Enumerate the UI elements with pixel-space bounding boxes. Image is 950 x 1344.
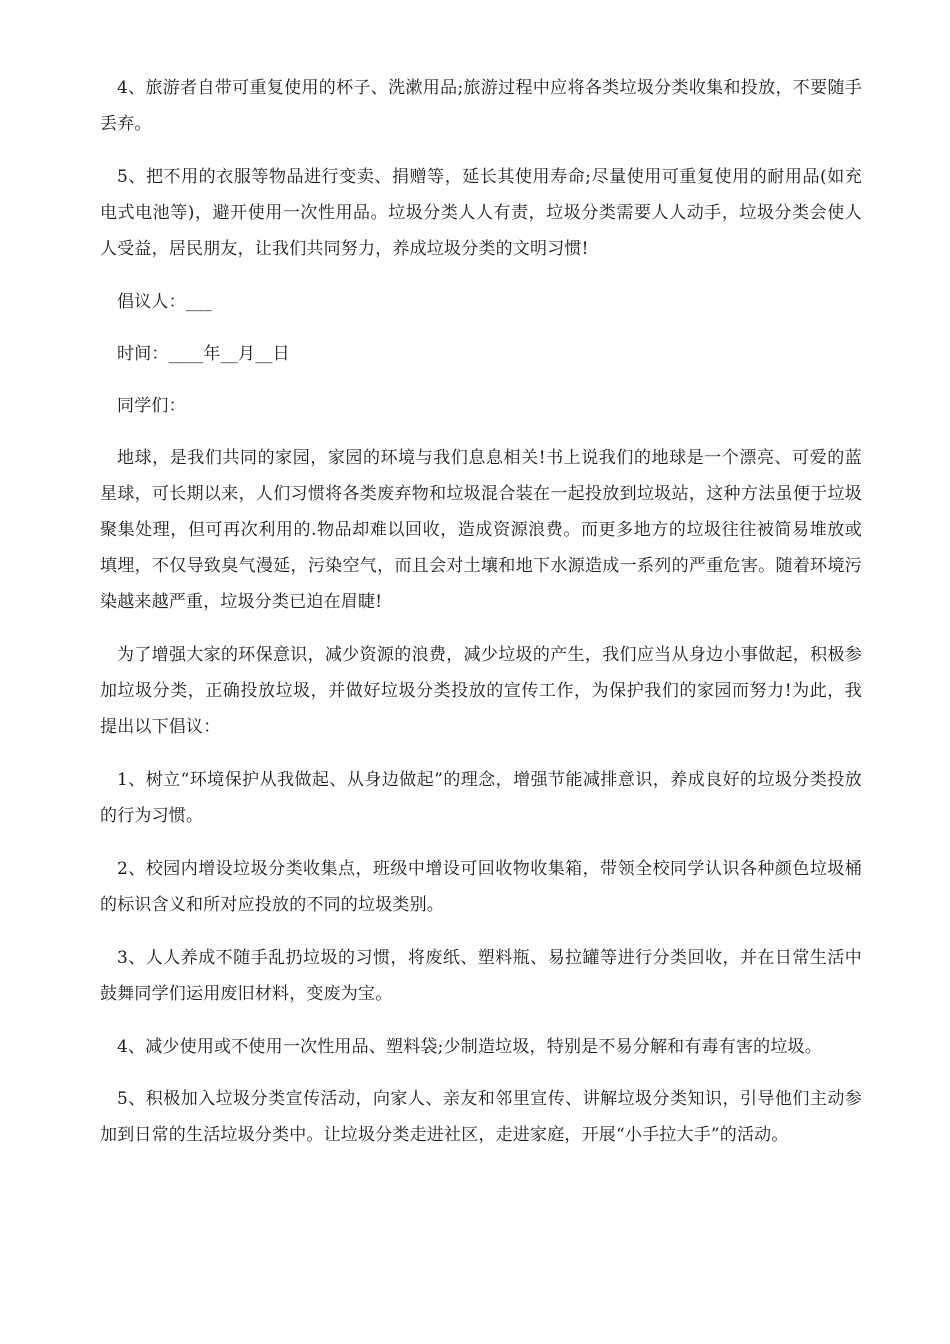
proposal-item-4: 4、减少使用或不使用一次性用品、塑料袋;少制造垃圾，特别是不易分解和有毒有害的垃圾。 bbox=[117, 1037, 822, 1057]
paragraph-earth-intro: 地球，是我们共同的家园，家园的环境与我们息息相关!书上说我们的地球是一个漂亮、可爱的蓝星球，可长期以来，人们习惯将各类废弃物和垃圾混合装在一起投放到垃圾站，这种方法虽便于垃圾聚集处理，但可再次利用的.物品却难以回收，造成资源浪费。而更多地方的垃圾往往被简易堆放或填埋，不仅导致臭气漫延，污染空气，而且会对土壤和地下水源造成一系列的严重危害。随着环境污染越来越严重，垃圾分类已迫在眉睫! bbox=[100, 448, 862, 612]
proposal-item-3: 3、人人养成不随手乱扔垃圾的习惯，将废纸、塑料瓶、易拉罐等进行分类回收，并在日常生活中鼓舞同学们运用废旧材料，变废为宝。 bbox=[100, 948, 862, 1004]
salutation: 同学们： bbox=[117, 396, 186, 416]
proposal-item-5: 5、积极加入垃圾分类宣传活动，向家人、亲友和邻里宣传、讲解垃圾分类知识，引导他们主动参加到日常的生活垃圾分类中。让垃圾分类走进社区，走进家庭，开展“小手拉大手”的活动。 bbox=[100, 1089, 862, 1145]
date-line: 时间：____年__月__日 bbox=[117, 344, 290, 364]
paragraph-travel-tip: 4、旅游者自带可重复使用的杯子、洗漱用品;旅游过程中应将各类垃圾分类收集和投放，不要随手丢弃。 bbox=[100, 78, 862, 134]
paragraph-proposal-intro: 为了增强大家的环保意识，减少资源的浪费，减少垃圾的产生，我们应当从身边小事做起，积极参加垃圾分类，正确投放垃圾，并做好垃圾分类投放的宣传工作，为保护我们的家园而努力!为此，我提出以下倡议： bbox=[100, 645, 862, 737]
proposal-item-1: 1、树立“环境保护从我做起、从身边做起”的理念，增强节能减排意识，养成良好的垃圾分类投放的行为习惯。 bbox=[100, 770, 862, 826]
proposal-item-2: 2、校园内增设垃圾分类收集点，班级中增设可回收物收集箱，带领全校同学认识各种颜色垃圾桶的标识含义和所对应投放的不同的垃圾类别。 bbox=[100, 859, 862, 915]
initiator-line: 倡议人：___ bbox=[117, 292, 212, 312]
paragraph-reuse-tip: 5、把不用的衣服等物品进行变卖、捐赠等，延长其使用寿命;尽量使用可重复使用的耐用品(如充电式电池等)，避开使用一次性用品。垃圾分类人人有责，垃圾分类需要人人动手，垃圾分类会使人人受益，居民朋友，让我们共同努力，养成垃圾分类的文明习惯! bbox=[100, 167, 862, 259]
